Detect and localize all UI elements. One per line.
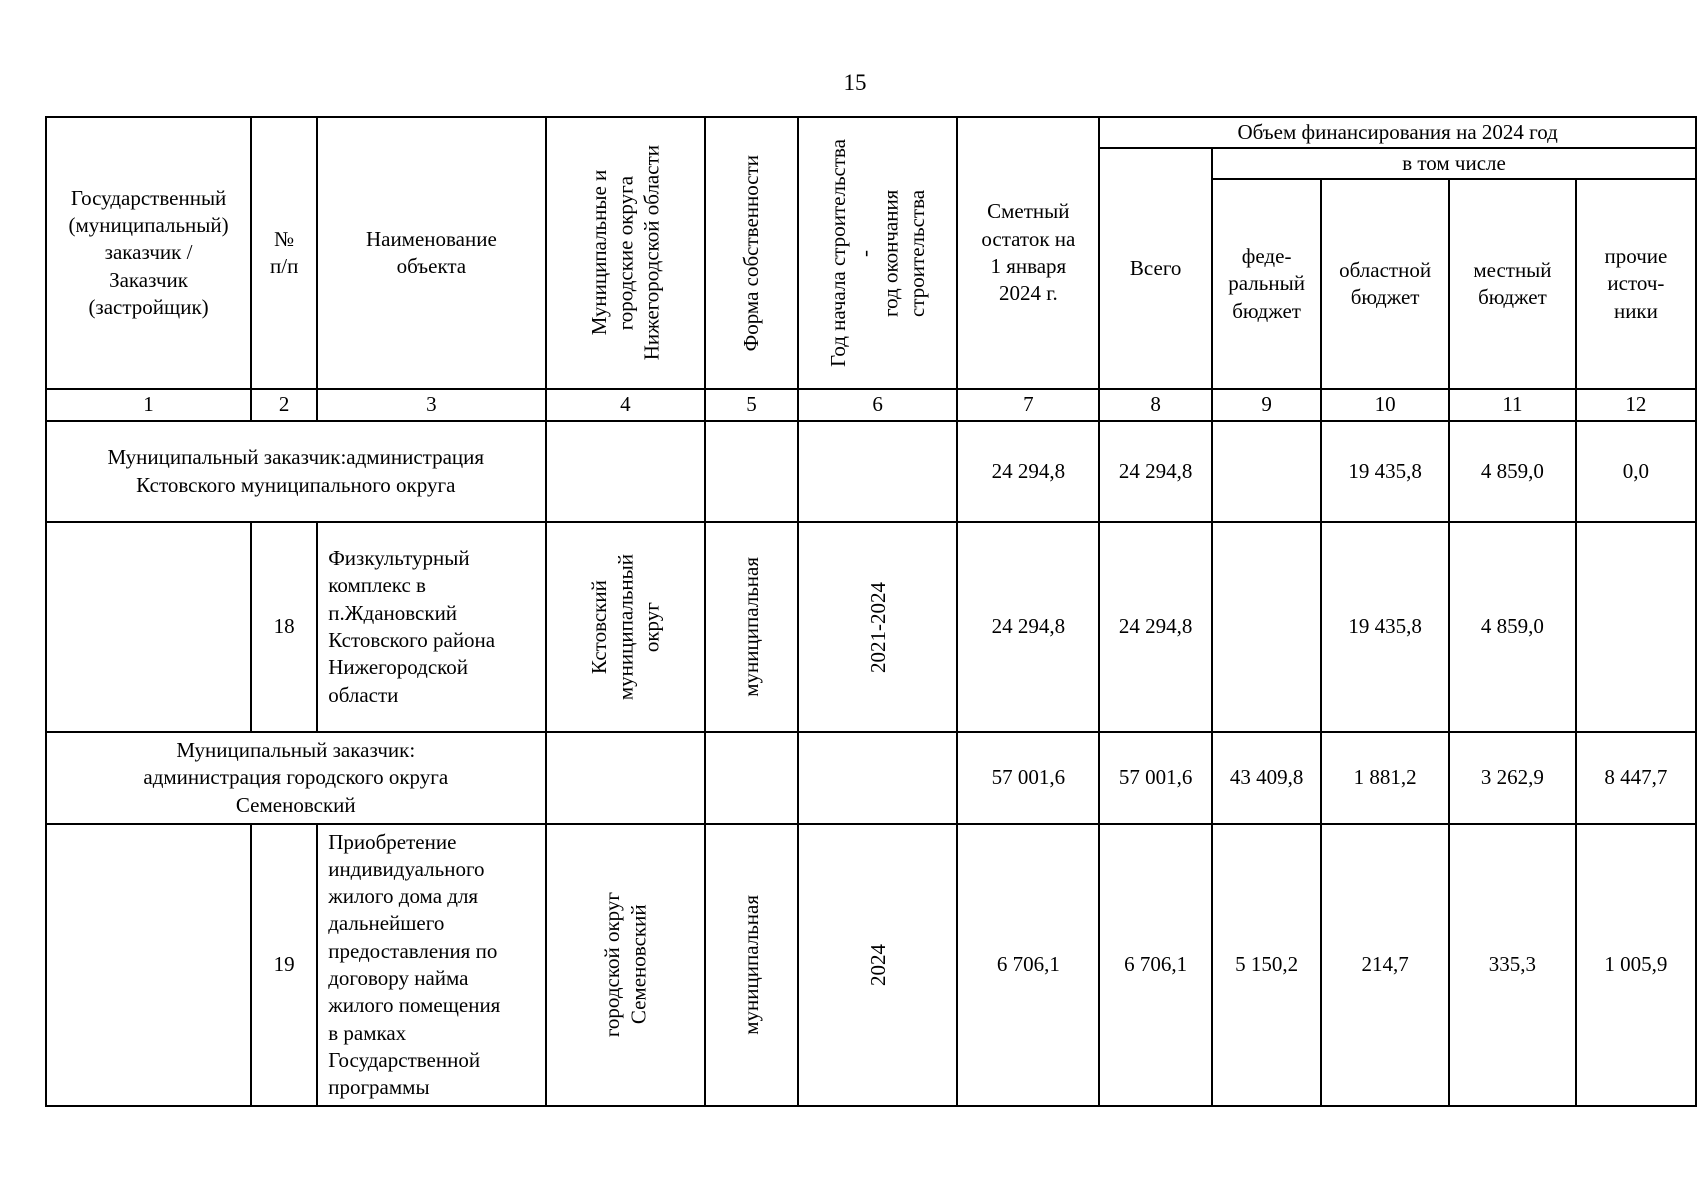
header-local: местный бюджет <box>1449 179 1576 389</box>
total-value: 24 294,8 <box>1099 421 1212 522</box>
customer-row <box>46 421 1696 522</box>
empty-cell <box>705 421 798 522</box>
header-object-name: Наименование объекта <box>317 117 545 389</box>
empty-cell <box>798 732 958 824</box>
object-row <box>46 522 1696 732</box>
investment-table <box>45 116 1697 1107</box>
federal-value <box>1212 421 1321 522</box>
column-number: 1 <box>46 389 251 421</box>
regional-value: 214,7 <box>1321 824 1449 1106</box>
empty-cell <box>798 421 958 522</box>
empty-cell <box>546 421 706 522</box>
column-number: 5 <box>705 389 798 421</box>
header-funding-group: Объем финансирования на 2024 год <box>1099 117 1696 148</box>
local-value: 3 262,9 <box>1449 732 1576 824</box>
local-value: 4 859,0 <box>1449 522 1576 732</box>
estimate-value: 24 294,8 <box>957 522 1099 732</box>
header-estimate-balance: Сметный остаток на 1 января 2024 г. <box>957 117 1099 389</box>
other-value <box>1576 522 1696 732</box>
header-construction-years: Год начала строительства - год окончания строительства <box>798 117 958 389</box>
column-number: 7 <box>957 389 1099 421</box>
header-number: № п/п <box>251 117 317 389</box>
estimate-value: 6 706,1 <box>957 824 1099 1106</box>
column-number: 8 <box>1099 389 1212 421</box>
other-value: 0,0 <box>1576 421 1696 522</box>
object-name: Приобретение индивидуального жилого дома для дальнейшего предоставления по договору найма жилого помещения в рамках Государственной программы <box>317 824 545 1106</box>
object-district: городской округ Семеновский <box>546 824 706 1106</box>
page-number: 15 <box>843 70 867 95</box>
object-years: 2024 <box>798 824 958 1106</box>
header-ownership: Форма собственности <box>705 117 798 389</box>
object-ownership: муниципальная <box>705 522 798 732</box>
federal-value: 5 150,2 <box>1212 824 1321 1106</box>
column-number: 12 <box>1576 389 1696 421</box>
header-federal: феде- ральный бюджет <box>1212 179 1321 389</box>
estimate-value: 24 294,8 <box>957 421 1099 522</box>
regional-value: 19 435,8 <box>1321 522 1449 732</box>
estimate-value: 57 001,6 <box>957 732 1099 824</box>
object-name: Физкультурный комплекс в п.Ждановский Кстовского района Нижегородской области <box>317 522 545 732</box>
local-value: 4 859,0 <box>1449 421 1576 522</box>
header-including: в том числе <box>1212 148 1696 179</box>
column-number: 6 <box>798 389 958 421</box>
object-district: Кстовский муниципальный округ <box>546 522 706 732</box>
empty-cell <box>46 522 251 732</box>
column-number: 2 <box>251 389 317 421</box>
object-years: 2021-2024 <box>798 522 958 732</box>
total-value: 24 294,8 <box>1099 522 1212 732</box>
header-customer: Государственный (муниципальный) заказчик / Заказчик (застройщик) <box>46 117 251 389</box>
column-number: 4 <box>546 389 706 421</box>
empty-cell <box>546 732 706 824</box>
customer-row <box>46 732 1696 824</box>
header-districts: Муниципальные и городские округа Нижегородской области <box>546 117 706 389</box>
customer-name: Муниципальный заказчик:администрация Кстовского муниципального округа <box>46 421 546 522</box>
local-value: 335,3 <box>1449 824 1576 1106</box>
customer-name: Муниципальный заказчик: администрация городского округа Семеновский <box>46 732 546 824</box>
total-value: 57 001,6 <box>1099 732 1212 824</box>
header-regional: областной бюджет <box>1321 179 1449 389</box>
column-number: 3 <box>317 389 545 421</box>
regional-value: 1 881,2 <box>1321 732 1449 824</box>
other-value: 1 005,9 <box>1576 824 1696 1106</box>
header-other: прочие источ- ники <box>1576 179 1696 389</box>
object-number: 18 <box>251 522 317 732</box>
column-number: 11 <box>1449 389 1576 421</box>
regional-value: 19 435,8 <box>1321 421 1449 522</box>
column-number-row <box>46 389 1696 421</box>
other-value: 8 447,7 <box>1576 732 1696 824</box>
federal-value: 43 409,8 <box>1212 732 1321 824</box>
empty-cell <box>46 824 251 1106</box>
header-total: Всего <box>1099 148 1212 389</box>
empty-cell <box>705 732 798 824</box>
federal-value <box>1212 522 1321 732</box>
object-ownership: муниципальная <box>705 824 798 1106</box>
object-row <box>46 824 1696 1106</box>
total-value: 6 706,1 <box>1099 824 1212 1106</box>
column-number: 10 <box>1321 389 1449 421</box>
column-number: 9 <box>1212 389 1321 421</box>
object-number: 19 <box>251 824 317 1106</box>
